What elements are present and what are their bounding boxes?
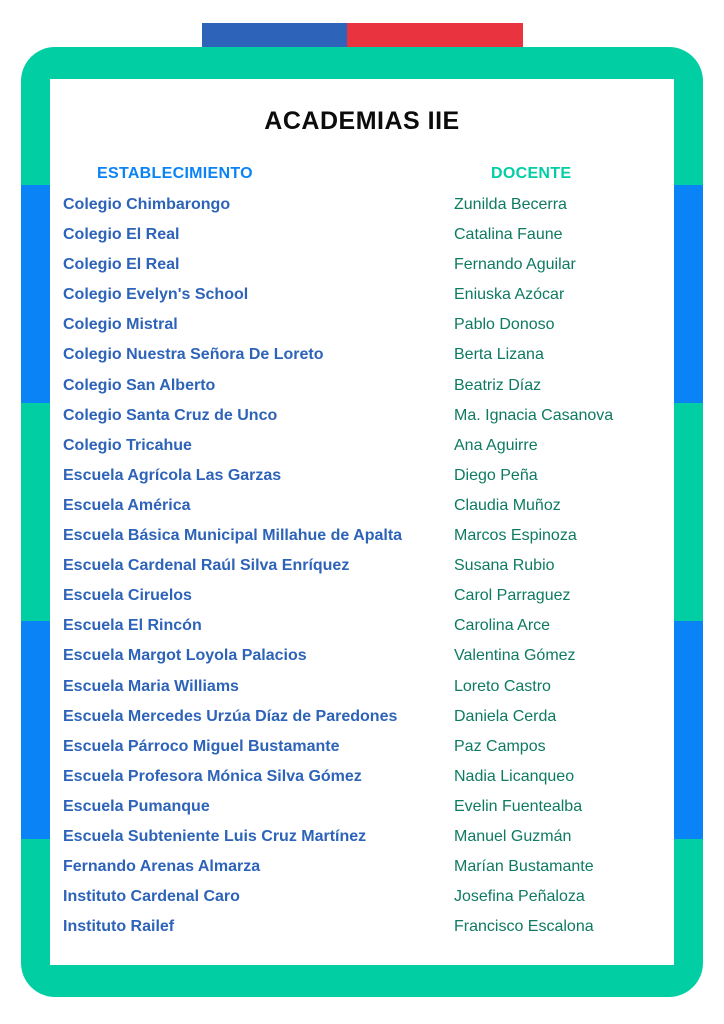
list-item — [50, 795, 674, 825]
flag-stripe-red — [347, 23, 523, 47]
school-name: Escuela América — [63, 496, 191, 514]
school-name: Escuela Mercedes Urzúa Díaz de Paredones — [63, 707, 398, 725]
teacher-name: Evelin Fuentealba — [454, 797, 583, 815]
teacher-name: Claudia Muñoz — [454, 496, 561, 514]
list-item — [50, 765, 674, 795]
teacher-name: Francisco Escalona — [454, 918, 594, 936]
school-name: Colegio El Real — [63, 226, 180, 244]
teacher-name: Nadia Licanqueo — [454, 767, 575, 785]
list-item — [50, 283, 674, 313]
teacher-name: Loreto Castro — [454, 677, 551, 695]
list-item — [50, 494, 674, 524]
teacher-name: Paz Campos — [454, 737, 546, 755]
list-item — [50, 343, 674, 373]
teacher-name: Manuel Guzmán — [454, 827, 572, 845]
list-item — [50, 313, 674, 343]
school-name: Instituto Railef — [63, 918, 175, 936]
list-item — [50, 735, 674, 765]
teacher-name: Josefina Peñaloza — [454, 888, 585, 906]
teacher-name: Fernando Aguilar — [454, 256, 576, 274]
column-header-school: ESTABLECIMIENTO — [97, 165, 253, 182]
teacher-name: Diego Peña — [454, 466, 538, 484]
school-name: Escuela Cardenal Raúl Silva Enríquez — [63, 557, 350, 575]
teacher-name: Pablo Donoso — [454, 316, 555, 334]
school-name: Escuela Básica Municipal Millahue de Apalta — [63, 527, 403, 545]
list-item — [50, 253, 674, 283]
flag-stripe-blue — [202, 23, 347, 47]
list-item — [50, 584, 674, 614]
list-item — [50, 705, 674, 735]
teacher-name: Carolina Arce — [454, 617, 551, 635]
list-item — [50, 675, 674, 705]
school-name: Escuela Agrícola Las Garzas — [63, 466, 282, 484]
teacher-name: Beatriz Díaz — [454, 376, 542, 394]
school-name: Colegio Santa Cruz de Unco — [63, 406, 278, 424]
school-name: Instituto Cardenal Caro — [63, 888, 240, 906]
content-card — [50, 79, 674, 965]
teacher-name: Zunilda Becerra — [454, 196, 567, 213]
school-name: Fernando Arenas Almarza — [63, 858, 261, 876]
school-name: Escuela Margot Loyola Palacios — [63, 647, 307, 665]
list-item — [50, 434, 674, 464]
teacher-name: Daniela Cerda — [454, 707, 557, 725]
assignment-list — [50, 193, 674, 945]
list-item — [50, 554, 674, 584]
teacher-name: Susana Rubio — [454, 557, 555, 575]
list-item — [50, 644, 674, 674]
list-item — [50, 855, 674, 885]
school-name: Colegio Chimbarongo — [63, 196, 231, 213]
column-header-teacher: DOCENTE — [491, 165, 572, 182]
school-name: Colegio Evelyn's School — [63, 286, 249, 304]
school-name: Escuela Profesora Mónica Silva Gómez — [63, 767, 362, 785]
school-name: Escuela Ciruelos — [63, 587, 192, 605]
list-item — [50, 825, 674, 855]
teacher-name: Ma. Ignacia Casanova — [454, 406, 614, 424]
teacher-name: Carol Parraguez — [454, 587, 571, 605]
school-name: Escuela Subteniente Luis Cruz Martínez — [63, 827, 367, 845]
list-item — [50, 193, 674, 223]
school-name: Colegio El Real — [63, 256, 180, 274]
school-name: Colegio Nuestra Señora De Loreto — [63, 346, 324, 364]
teacher-name: Eniuska Azócar — [454, 286, 565, 304]
school-name: Escuela El Rincón — [63, 617, 202, 635]
teacher-name: Catalina Faune — [454, 226, 563, 244]
list-item — [50, 915, 674, 945]
teacher-name: Berta Lizana — [454, 346, 544, 364]
teacher-name: Valentina Gómez — [454, 647, 576, 665]
school-name: Escuela Párroco Miguel Bustamante — [63, 737, 340, 755]
list-item — [50, 614, 674, 644]
list-item — [50, 223, 674, 253]
list-item — [50, 885, 674, 915]
list-item — [50, 374, 674, 404]
teacher-name: Marcos Espinoza — [454, 527, 577, 545]
list-item — [50, 464, 674, 494]
page-title: ACADEMIAS IIE — [264, 107, 460, 135]
teacher-name: Ana Aguirre — [454, 436, 538, 454]
teacher-name: Marían Bustamante — [454, 858, 594, 876]
school-name: Escuela Pumanque — [63, 797, 210, 815]
school-name: Colegio Tricahue — [63, 436, 192, 454]
list-item — [50, 524, 674, 554]
school-name: Escuela Maria Williams — [63, 677, 239, 695]
school-name: Colegio San Alberto — [63, 376, 216, 394]
school-name: Colegio Mistral — [63, 316, 178, 334]
list-item — [50, 404, 674, 434]
